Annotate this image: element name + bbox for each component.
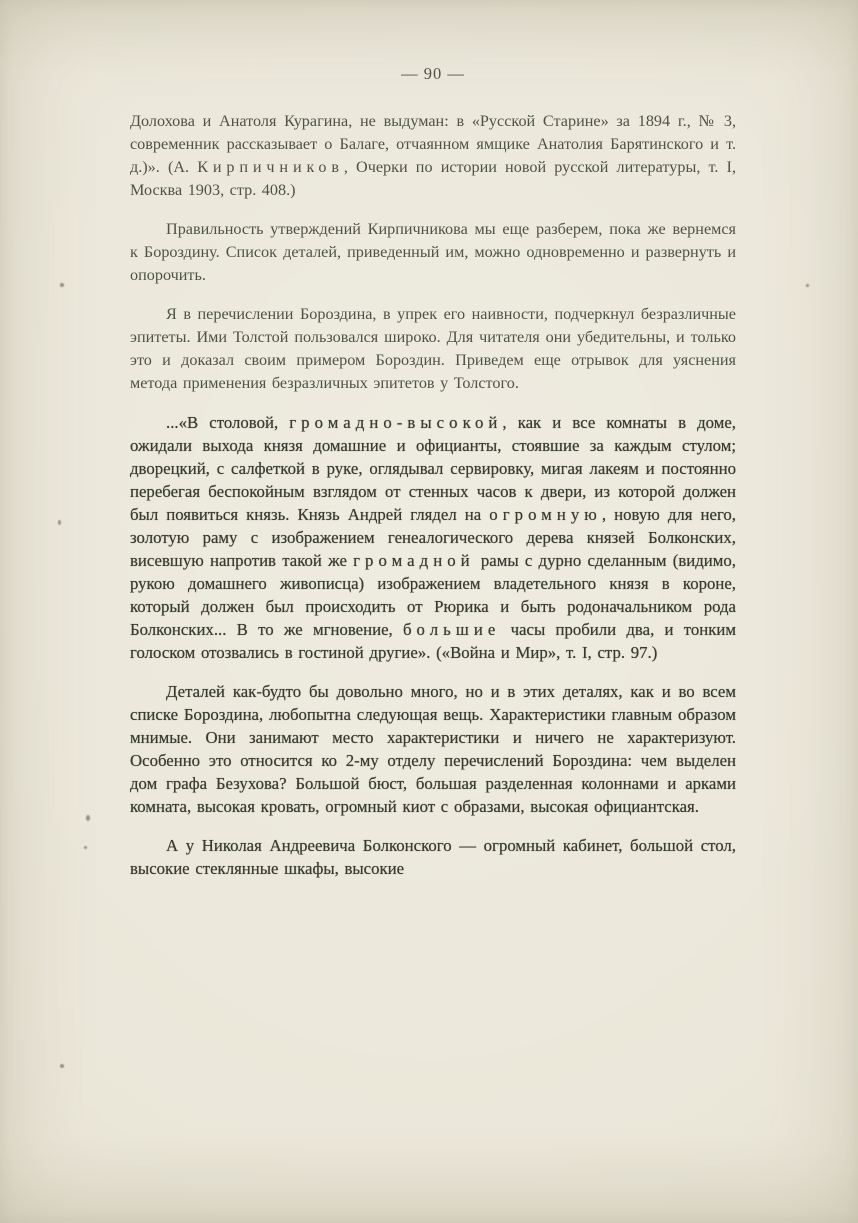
text-run: Я в перечислении Бороздина, в упрек его наивности, подчеркнул безразличные эпитеты. Ими Толстой пользовался широко. Для читателя они убедительны, и только это и доказал своим примером Бороздин. Приведем еще отрывок для уяснения метода применения безразличных эпитетов у Толстого.: [130, 305, 736, 392]
text-run: ...«В столовой,: [166, 413, 290, 432]
paragraph: [130, 411, 736, 664]
text-block: [130, 110, 736, 896]
text-run: А у Николая Андреевича Болконского — огромный кабинет, большой стол, высокие стеклянные шкафы, высокие: [130, 836, 736, 878]
page-number: — 90 —: [401, 64, 465, 83]
text-run: рамы с дурно сделанным (видимо, рукою домашнего живописца) изображением владетельного князя в короне, который должен был происходить от Рюрика и быть родоначальником рода Болконских... В то же мгновение,: [130, 551, 736, 639]
scan-speck: [84, 846, 87, 849]
letter-spaced-emphasis: громадно-высокой: [289, 413, 503, 432]
paragraph: [130, 680, 736, 818]
scan-speck: [806, 284, 809, 287]
paragraph: [130, 110, 736, 202]
paragraph: [130, 218, 736, 287]
scan-speck: [60, 1064, 64, 1068]
paragraph: [130, 834, 736, 880]
scan-speck: [60, 283, 64, 287]
letter-spaced-emphasis: громадной: [353, 551, 475, 570]
letter-spaced-emphasis: Кирпичников: [197, 158, 344, 176]
text-run: Правильность утверждений Кирпичникова мы еще разберем, пока же вернемся к Бороздину. Список деталей, приведенный им, можно одновременно и развернуть и опорочить.: [130, 220, 736, 284]
letter-spaced-emphasis: большие: [402, 620, 501, 639]
text-run: часы пробили два, и тонким голоском отозвались в гостиной другие». («Война и Мир», т. I, стр. 97.): [130, 620, 737, 662]
text-run: , новую для него, золотую раму с изображением генеалогического дерева князей Болконских, висевшую напротив такой же: [130, 505, 736, 570]
letter-spaced-emphasis: огромную: [489, 505, 602, 524]
text-run: Деталей как-будто бы довольно много, но и в этих деталях, как и во всем списке Бороздина, любопытна следующая вещь. Характеристики главным образом мнимые. Они занимают место характеристики и ничего не характеризуют. Особенно это относится ко 2-му отделу перечислений Бороздина: чем выделен дом графа Безухова? Большой бюст, большая разделенная колоннами и арками комната, высокая кровать, огромный киот с образами, высокая официантская.: [130, 682, 736, 816]
paragraph: [130, 303, 736, 395]
scan-speck: [58, 520, 61, 525]
text-run: Долохова и Анатоля Курагина, не выдуман: в «Русской Старине» за 1894 г., № 3, современник рассказывает о Балаге, отчаянном ямщике Анатолия Барятинского и т. д.)». (А.: [130, 112, 736, 176]
text-run: , Очерки по истории новой русской литературы, т. I, Москва 1903, стр. 408.): [130, 158, 736, 199]
text-run: , как и все комнаты в доме, ожидали выхода князя домашние и официанты, стоявшие за каждым стулом; дворецкий, с салфеткой в руке, оглядывал сервировку, мигая лакеям и постоянно перебегая беспокойным взглядом от стенных часов к двери, из которой должен был появиться князь. Князь Андрей глядел на: [130, 413, 736, 524]
scan-speck: [86, 815, 90, 821]
